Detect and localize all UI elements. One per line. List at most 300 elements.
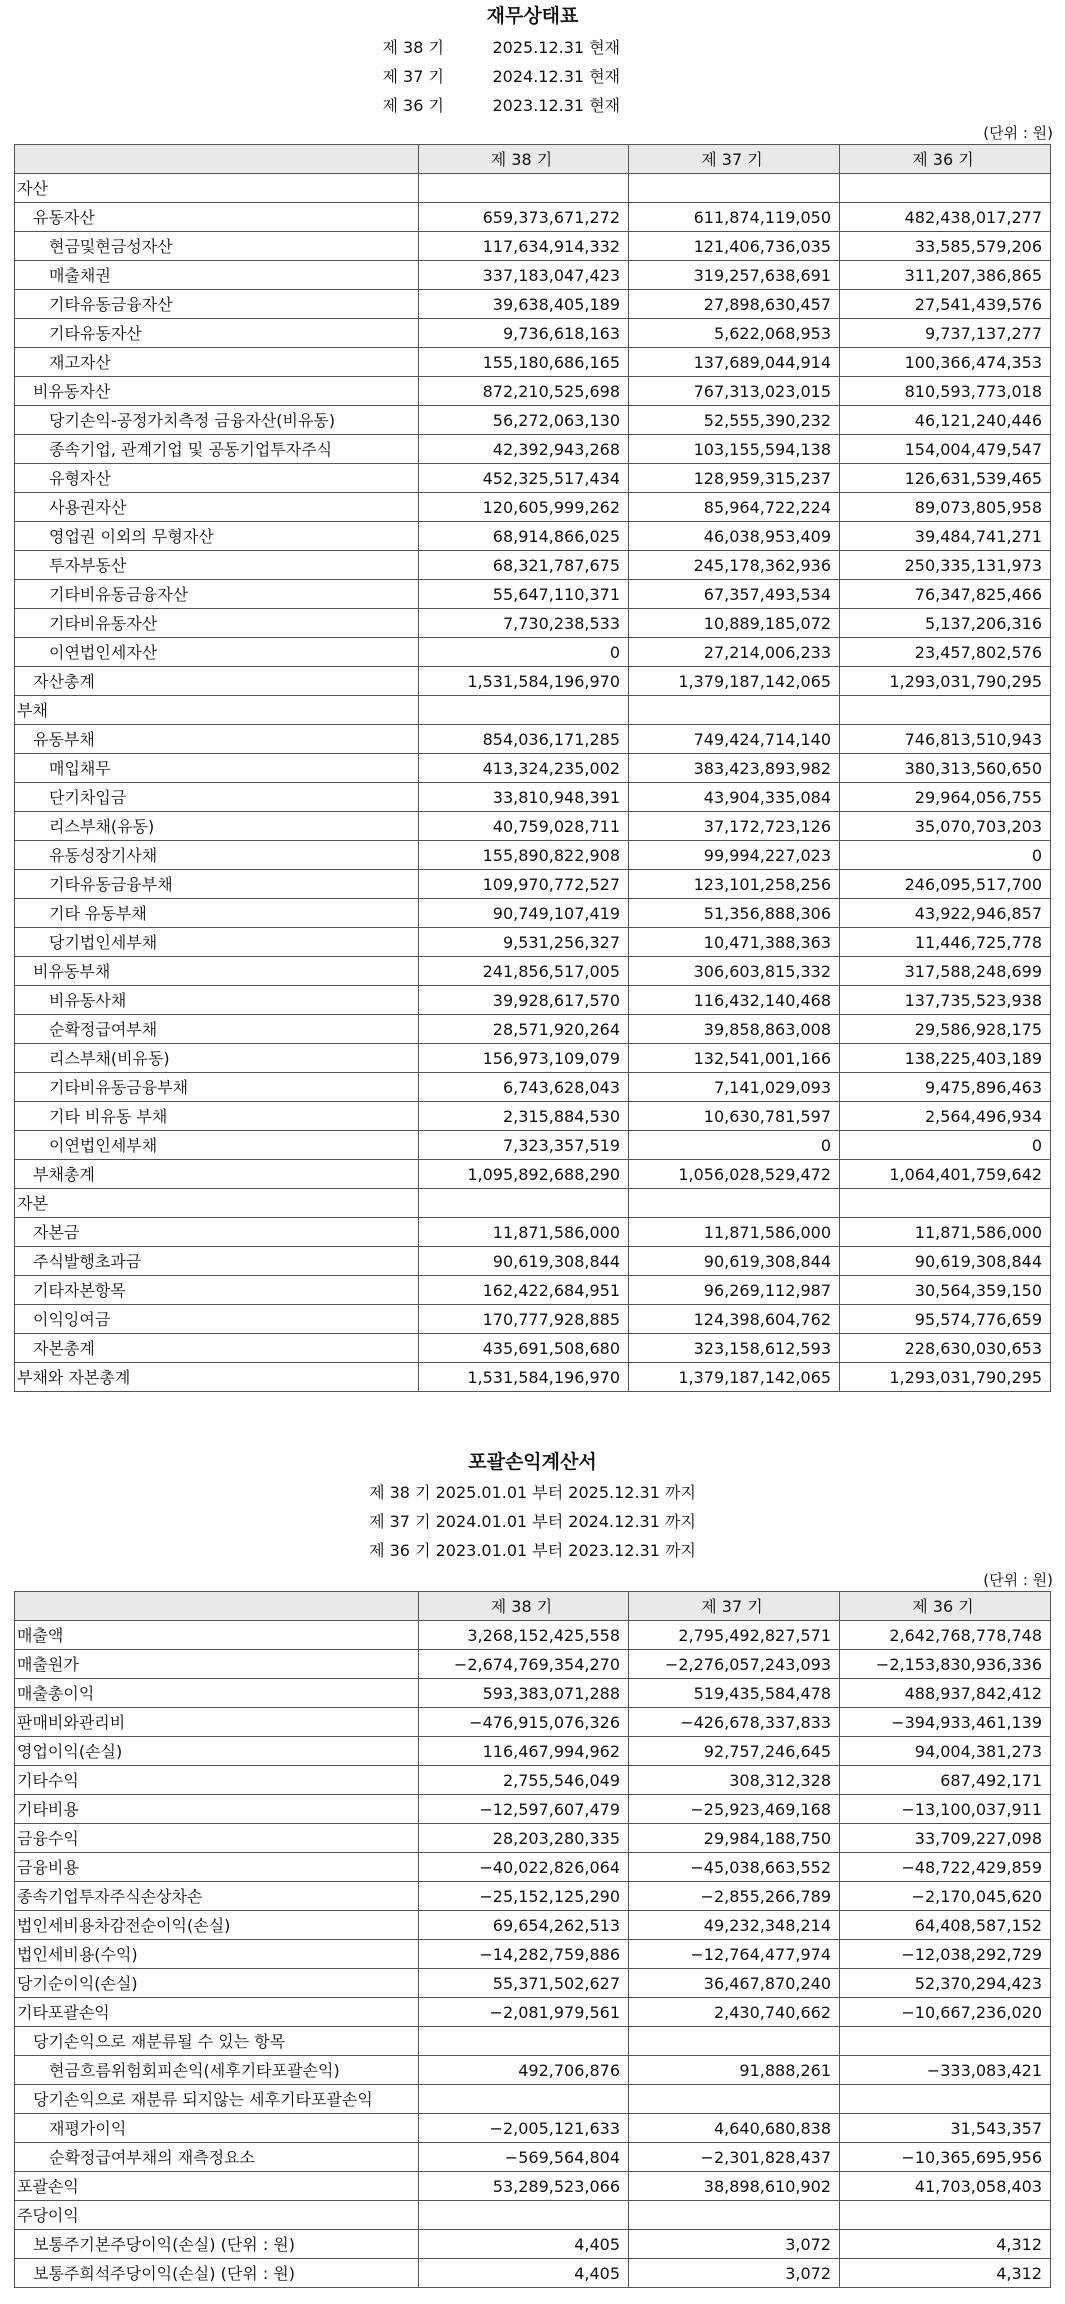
row-value: 9,737,137,277 <box>840 319 1051 348</box>
row-value <box>419 696 629 725</box>
row-value <box>629 696 840 725</box>
header-cell: 제 37 기 <box>629 1592 840 1621</box>
income-statement-body <box>15 1621 1051 2288</box>
table-row <box>15 1911 1051 1940</box>
row-value: 519,435,584,478 <box>629 1679 840 1708</box>
row-value: 7,323,357,519 <box>419 1131 629 1160</box>
row-value: 872,210,525,698 <box>419 377 629 406</box>
row-label: 부채총계 <box>15 1160 419 1189</box>
period-row <box>383 33 683 62</box>
table-row <box>15 377 1051 406</box>
row-value: 435,691,508,680 <box>419 1334 629 1363</box>
row-value: 95,574,776,659 <box>840 1305 1051 1334</box>
period-row <box>383 62 683 91</box>
row-value: 29,964,056,755 <box>840 783 1051 812</box>
table-row <box>15 406 1051 435</box>
row-value: −13,100,037,911 <box>840 1795 1051 1824</box>
row-value: 2,795,492,827,571 <box>629 1621 840 1650</box>
row-value: 482,438,017,277 <box>840 203 1051 232</box>
row-value: −25,152,125,290 <box>419 1882 629 1911</box>
table-row <box>15 1940 1051 1969</box>
table-row <box>15 1015 1051 1044</box>
row-value: 69,654,262,513 <box>419 1911 629 1940</box>
row-value: 39,484,741,271 <box>840 522 1051 551</box>
table-row <box>15 290 1051 319</box>
row-label: 현금및현금성자산 <box>15 232 419 261</box>
row-value: −45,038,663,552 <box>629 1853 840 1882</box>
row-label: 재고자산 <box>15 348 419 377</box>
row-value: 85,964,722,224 <box>629 493 840 522</box>
row-value: 1,531,584,196,970 <box>419 667 629 696</box>
table-row <box>15 957 1051 986</box>
row-label: 보통주희석주당이익(손실) (단위 : 원) <box>15 2259 419 2288</box>
row-label: 판매비와관리비 <box>15 1708 419 1737</box>
row-label: 이연법인세자산 <box>15 638 419 667</box>
row-value: 7,730,238,533 <box>419 609 629 638</box>
period-label: 제 36 기 <box>382 96 444 115</box>
table-row <box>15 2027 1051 2056</box>
row-value: 138,225,403,189 <box>840 1044 1051 1073</box>
row-value: 593,383,071,288 <box>419 1679 629 1708</box>
row-value: 109,970,772,527 <box>419 870 629 899</box>
row-value: 10,889,185,072 <box>629 609 840 638</box>
unit-label: (단위 : 원) <box>983 1571 1053 1589</box>
row-value: 2,315,884,530 <box>419 1102 629 1131</box>
row-value: 854,036,171,285 <box>419 725 629 754</box>
row-label: 주식발행초과금 <box>15 1247 419 1276</box>
row-label: 이익잉여금 <box>15 1305 419 1334</box>
row-value: −2,674,769,354,270 <box>419 1650 629 1679</box>
row-label: 당기순이익(손실) <box>15 1969 419 1998</box>
row-value: 3,072 <box>629 2259 840 2288</box>
table-row <box>15 174 1051 203</box>
table-row <box>15 319 1051 348</box>
row-value: 154,004,479,547 <box>840 435 1051 464</box>
table-row <box>15 812 1051 841</box>
row-label: 순확정급여부채의 재측정요소 <box>15 2143 419 2172</box>
row-value: 2,642,768,778,748 <box>840 1621 1051 1650</box>
table-row <box>15 1160 1051 1189</box>
row-value: 767,313,023,015 <box>629 377 840 406</box>
row-value: 2,564,496,934 <box>840 1102 1051 1131</box>
table-row <box>15 1247 1051 1276</box>
header-cell: 제 36 기 <box>840 145 1051 174</box>
balance-sheet-title: 재무상태표 <box>486 5 579 27</box>
row-value: 40,759,028,711 <box>419 812 629 841</box>
table-row <box>15 1853 1051 1882</box>
income-statement-title: 포괄손익계산서 <box>468 1451 597 1473</box>
row-value: 120,605,999,262 <box>419 493 629 522</box>
row-label: 기타자본항목 <box>15 1276 419 1305</box>
table-row <box>15 1882 1051 1911</box>
table-row <box>15 783 1051 812</box>
row-label: 단기차입금 <box>15 783 419 812</box>
row-value: 323,158,612,593 <box>629 1334 840 1363</box>
row-value <box>840 174 1051 203</box>
row-value: −10,667,236,020 <box>840 1998 1051 2027</box>
row-value: 413,324,235,002 <box>419 754 629 783</box>
table-row <box>15 435 1051 464</box>
table-row <box>15 1824 1051 1853</box>
row-value: 30,564,359,150 <box>840 1276 1051 1305</box>
row-value: 68,321,787,675 <box>419 551 629 580</box>
row-value: −2,301,828,437 <box>629 2143 840 2172</box>
table-row <box>15 2172 1051 2201</box>
period-label: 제 37 기 <box>382 67 444 86</box>
row-value: 1,379,187,142,065 <box>629 667 840 696</box>
row-value <box>629 2027 840 2056</box>
row-value: 23,457,802,576 <box>840 638 1051 667</box>
period-date: 2025.12.31 현재 <box>492 38 621 57</box>
row-value: 53,289,523,066 <box>419 2172 629 2201</box>
row-value: 311,207,386,865 <box>840 261 1051 290</box>
row-value: 3,268,152,425,558 <box>419 1621 629 1650</box>
row-value: 99,994,227,023 <box>629 841 840 870</box>
row-value: 137,689,044,914 <box>629 348 840 377</box>
table-row <box>15 232 1051 261</box>
row-value: 228,630,030,653 <box>840 1334 1051 1363</box>
table-header-row <box>15 1592 1051 1621</box>
row-value: 0 <box>419 638 629 667</box>
row-value: 1,064,401,759,642 <box>840 1160 1051 1189</box>
row-value: 90,619,308,844 <box>419 1247 629 1276</box>
row-value: 0 <box>840 841 1051 870</box>
table-row <box>15 986 1051 1015</box>
table-row <box>15 203 1051 232</box>
table-row <box>15 1708 1051 1737</box>
row-label: 기타유동금융자산 <box>15 290 419 319</box>
row-label: 비유동부채 <box>15 957 419 986</box>
table-row <box>15 609 1051 638</box>
row-label: 당기법인세부채 <box>15 928 419 957</box>
row-value: 46,121,240,446 <box>840 406 1051 435</box>
row-label: 현금흐름위험회피손익(세후기타포괄손익) <box>15 2056 419 2085</box>
table-row <box>15 348 1051 377</box>
row-label: 매입채무 <box>15 754 419 783</box>
row-value: 2,430,740,662 <box>629 1998 840 2027</box>
row-value: 64,408,587,152 <box>840 1911 1051 1940</box>
row-label: 기타 유동부채 <box>15 899 419 928</box>
table-row <box>15 1621 1051 1650</box>
row-value: 39,638,405,189 <box>419 290 629 319</box>
row-value: 10,471,388,363 <box>629 928 840 957</box>
row-value: 116,467,994,962 <box>419 1737 629 1766</box>
table-row <box>15 1650 1051 1679</box>
row-value: 10,630,781,597 <box>629 1102 840 1131</box>
row-label: 기타비유동자산 <box>15 609 419 638</box>
period-row: 제 38 기 2025.01.01 부터 2025.12.31 까지 <box>369 1483 696 1502</box>
row-value: 43,922,946,857 <box>840 899 1051 928</box>
table-row <box>15 1073 1051 1102</box>
table-row <box>15 1218 1051 1247</box>
row-label: 자산 <box>15 174 419 203</box>
row-value: −12,038,292,729 <box>840 1940 1051 1969</box>
row-value: 56,272,063,130 <box>419 406 629 435</box>
table-header-row <box>15 145 1051 174</box>
row-value: 33,585,579,206 <box>840 232 1051 261</box>
row-value: 36,467,870,240 <box>629 1969 840 1998</box>
row-value: 11,446,725,778 <box>840 928 1051 957</box>
row-value: 2,755,546,049 <box>419 1766 629 1795</box>
table-row <box>15 464 1051 493</box>
row-value: 4,312 <box>840 2259 1051 2288</box>
table-row <box>15 1102 1051 1131</box>
row-value: 35,070,703,203 <box>840 812 1051 841</box>
row-value <box>629 2201 840 2230</box>
table-row <box>15 1969 1051 1998</box>
row-value: 41,703,058,403 <box>840 2172 1051 2201</box>
row-value: 337,183,047,423 <box>419 261 629 290</box>
row-value: 128,959,315,237 <box>629 464 840 493</box>
row-value <box>419 2201 629 2230</box>
row-value: −48,722,429,859 <box>840 1853 1051 1882</box>
row-value: 749,424,714,140 <box>629 725 840 754</box>
row-value: 241,856,517,005 <box>419 957 629 986</box>
row-value: 67,357,493,534 <box>629 580 840 609</box>
row-value: 121,406,736,035 <box>629 232 840 261</box>
balance-sheet-periods <box>383 33 683 120</box>
row-value <box>840 696 1051 725</box>
table-row <box>15 1766 1051 1795</box>
row-value: 11,871,586,000 <box>629 1218 840 1247</box>
row-value: −12,764,477,974 <box>629 1940 840 1969</box>
row-value <box>840 2085 1051 2114</box>
row-value: −14,282,759,886 <box>419 1940 629 1969</box>
row-value: 132,541,001,166 <box>629 1044 840 1073</box>
row-label: 매출채권 <box>15 261 419 290</box>
row-value: 39,858,863,008 <box>629 1015 840 1044</box>
table-row <box>15 841 1051 870</box>
row-value: 4,312 <box>840 2230 1051 2259</box>
row-value: 96,269,112,987 <box>629 1276 840 1305</box>
row-value: 4,640,680,838 <box>629 2114 840 2143</box>
row-value <box>840 2027 1051 2056</box>
row-value: 31,543,357 <box>840 2114 1051 2143</box>
table-row <box>15 754 1051 783</box>
row-value: 6,743,628,043 <box>419 1073 629 1102</box>
row-value: 687,492,171 <box>840 1766 1051 1795</box>
row-label: 기타유동금융부채 <box>15 870 419 899</box>
income-statement-periods <box>323 1478 743 1565</box>
row-label: 이연법인세부채 <box>15 1131 419 1160</box>
row-value: 1,095,892,688,290 <box>419 1160 629 1189</box>
table-row <box>15 899 1051 928</box>
row-value: 92,757,246,645 <box>629 1737 840 1766</box>
row-label: 금융비용 <box>15 1853 419 1882</box>
row-value: 52,370,294,423 <box>840 1969 1051 1998</box>
row-value: 492,706,876 <box>419 2056 629 2085</box>
row-label: 기타비용 <box>15 1795 419 1824</box>
period-row: 제 36 기 2023.01.01 부터 2023.12.31 까지 <box>369 1541 696 1560</box>
row-label: 주당이익 <box>15 2201 419 2230</box>
row-value: 76,347,825,466 <box>840 580 1051 609</box>
row-value: 27,541,439,576 <box>840 290 1051 319</box>
table-row <box>15 696 1051 725</box>
row-value: 1,293,031,790,295 <box>840 667 1051 696</box>
row-value: 94,004,381,273 <box>840 1737 1051 1766</box>
table-row <box>15 667 1051 696</box>
row-value <box>840 2201 1051 2230</box>
row-value: 1,293,031,790,295 <box>840 1363 1051 1392</box>
row-value: 100,366,474,353 <box>840 348 1051 377</box>
row-value <box>419 174 629 203</box>
row-label: 금융수익 <box>15 1824 419 1853</box>
row-value: 611,874,119,050 <box>629 203 840 232</box>
row-value: 43,904,335,084 <box>629 783 840 812</box>
row-value: 0 <box>629 1131 840 1160</box>
row-value: 155,890,822,908 <box>419 841 629 870</box>
table-row <box>15 1679 1051 1708</box>
row-value <box>629 1189 840 1218</box>
row-value: 91,888,261 <box>629 2056 840 2085</box>
row-label: 사용권자산 <box>15 493 419 522</box>
header-cell: 제 38 기 <box>419 145 629 174</box>
row-label: 자본금 <box>15 1218 419 1247</box>
row-value: −2,170,045,620 <box>840 1882 1051 1911</box>
row-value <box>419 1189 629 1218</box>
table-row <box>15 1044 1051 1073</box>
row-value: −426,678,337,833 <box>629 1708 840 1737</box>
period-row: 제 37 기 2024.01.01 부터 2024.12.31 까지 <box>369 1512 696 1531</box>
row-value: 659,373,671,272 <box>419 203 629 232</box>
period-label: 제 38 기 <box>382 38 444 57</box>
row-label: 유동성장기사채 <box>15 841 419 870</box>
row-value: 155,180,686,165 <box>419 348 629 377</box>
row-value: 383,423,893,982 <box>629 754 840 783</box>
table-row <box>15 493 1051 522</box>
table-row <box>15 261 1051 290</box>
row-value: 124,398,604,762 <box>629 1305 840 1334</box>
table-row <box>15 928 1051 957</box>
table-row <box>15 1334 1051 1363</box>
row-value: 5,137,206,316 <box>840 609 1051 638</box>
row-label: 당기손익으로 재분류 되지않는 세후기타포괄손익 <box>15 2085 419 2114</box>
row-value: −2,276,057,243,093 <box>629 1650 840 1679</box>
row-value: 38,898,610,902 <box>629 2172 840 2201</box>
table-row <box>15 1363 1051 1392</box>
table-row <box>15 1276 1051 1305</box>
row-value: 55,647,110,371 <box>419 580 629 609</box>
row-value: 245,178,362,936 <box>629 551 840 580</box>
row-value: 3,072 <box>629 2230 840 2259</box>
row-label: 비유동자산 <box>15 377 419 406</box>
header-cell: 제 37 기 <box>629 145 840 174</box>
row-label: 매출총이익 <box>15 1679 419 1708</box>
table-row <box>15 2085 1051 2114</box>
table-row <box>15 725 1051 754</box>
row-value: 308,312,328 <box>629 1766 840 1795</box>
row-value: 46,038,953,409 <box>629 522 840 551</box>
row-value: −2,005,121,633 <box>419 2114 629 2143</box>
income-statement-section <box>0 1448 1065 2288</box>
row-value: 137,735,523,938 <box>840 986 1051 1015</box>
table-row <box>15 2056 1051 2085</box>
balance-sheet-table <box>14 144 1051 1392</box>
row-value: 27,898,630,457 <box>629 290 840 319</box>
row-value: 170,777,928,885 <box>419 1305 629 1334</box>
row-value: 810,593,773,018 <box>840 377 1051 406</box>
table-row <box>15 2201 1051 2230</box>
row-label: 재평가이익 <box>15 2114 419 2143</box>
row-value <box>629 2085 840 2114</box>
row-label: 투자부동산 <box>15 551 419 580</box>
row-label: 부채 <box>15 696 419 725</box>
period-row <box>383 91 683 120</box>
row-value: 452,325,517,434 <box>419 464 629 493</box>
table-row <box>15 1305 1051 1334</box>
header-cell <box>15 1592 419 1621</box>
income-statement-table <box>14 1591 1051 2288</box>
row-value: 250,335,131,973 <box>840 551 1051 580</box>
row-label: 당기손익으로 재분류될 수 있는 항목 <box>15 2027 419 2056</box>
row-label: 기타수익 <box>15 1766 419 1795</box>
balance-sheet-section <box>0 2 1065 1392</box>
row-value: 1,056,028,529,472 <box>629 1160 840 1189</box>
row-value: −394,933,461,139 <box>840 1708 1051 1737</box>
header-cell: 제 38 기 <box>419 1592 629 1621</box>
row-value: 317,588,248,699 <box>840 957 1051 986</box>
row-value: 0 <box>840 1131 1051 1160</box>
table-row <box>15 2230 1051 2259</box>
table-row <box>15 1189 1051 1218</box>
row-value: 7,141,029,093 <box>629 1073 840 1102</box>
row-value: 1,531,584,196,970 <box>419 1363 629 1392</box>
row-label: 유동부채 <box>15 725 419 754</box>
row-value: −12,597,607,479 <box>419 1795 629 1824</box>
row-value: 49,232,348,214 <box>629 1911 840 1940</box>
row-label: 영업이익(손실) <box>15 1737 419 1766</box>
table-row <box>15 2114 1051 2143</box>
row-value: 11,871,586,000 <box>419 1218 629 1247</box>
row-label: 매출액 <box>15 1621 419 1650</box>
row-label: 보통주기본주당이익(손실) (단위 : 원) <box>15 2230 419 2259</box>
row-value: 39,928,617,570 <box>419 986 629 1015</box>
row-value: 103,155,594,138 <box>629 435 840 464</box>
table-row <box>15 1737 1051 1766</box>
row-value: 90,619,308,844 <box>840 1247 1051 1276</box>
row-label: 기타유동자산 <box>15 319 419 348</box>
row-value: −569,564,804 <box>419 2143 629 2172</box>
row-label: 자본 <box>15 1189 419 1218</box>
row-value: 4,405 <box>419 2230 629 2259</box>
row-value: 28,203,280,335 <box>419 1824 629 1853</box>
unit-label: (단위 : 원) <box>983 124 1053 142</box>
header-cell <box>15 145 419 174</box>
row-value: −10,365,695,956 <box>840 2143 1051 2172</box>
row-value: 90,749,107,419 <box>419 899 629 928</box>
row-label: 법인세비용차감전순이익(손실) <box>15 1911 419 1940</box>
row-label: 당기손익-공정가치측정 금융자산(비유동) <box>15 406 419 435</box>
row-value <box>840 1189 1051 1218</box>
row-value: 123,101,258,256 <box>629 870 840 899</box>
table-row <box>15 1795 1051 1824</box>
row-label: 법인세비용(수익) <box>15 1940 419 1969</box>
row-value: 42,392,943,268 <box>419 435 629 464</box>
row-value: 162,422,684,951 <box>419 1276 629 1305</box>
row-value: 33,810,948,391 <box>419 783 629 812</box>
row-value: −25,923,469,168 <box>629 1795 840 1824</box>
row-value: 9,475,896,463 <box>840 1073 1051 1102</box>
row-value: 37,172,723,126 <box>629 812 840 841</box>
row-value: 11,871,586,000 <box>840 1218 1051 1247</box>
row-label: 매출원가 <box>15 1650 419 1679</box>
table-row <box>15 638 1051 667</box>
row-value: 117,634,914,332 <box>419 232 629 261</box>
row-value: 5,622,068,953 <box>629 319 840 348</box>
row-label: 리스부채(비유동) <box>15 1044 419 1073</box>
row-value: −2,081,979,561 <box>419 1998 629 2027</box>
table-row <box>15 1998 1051 2027</box>
